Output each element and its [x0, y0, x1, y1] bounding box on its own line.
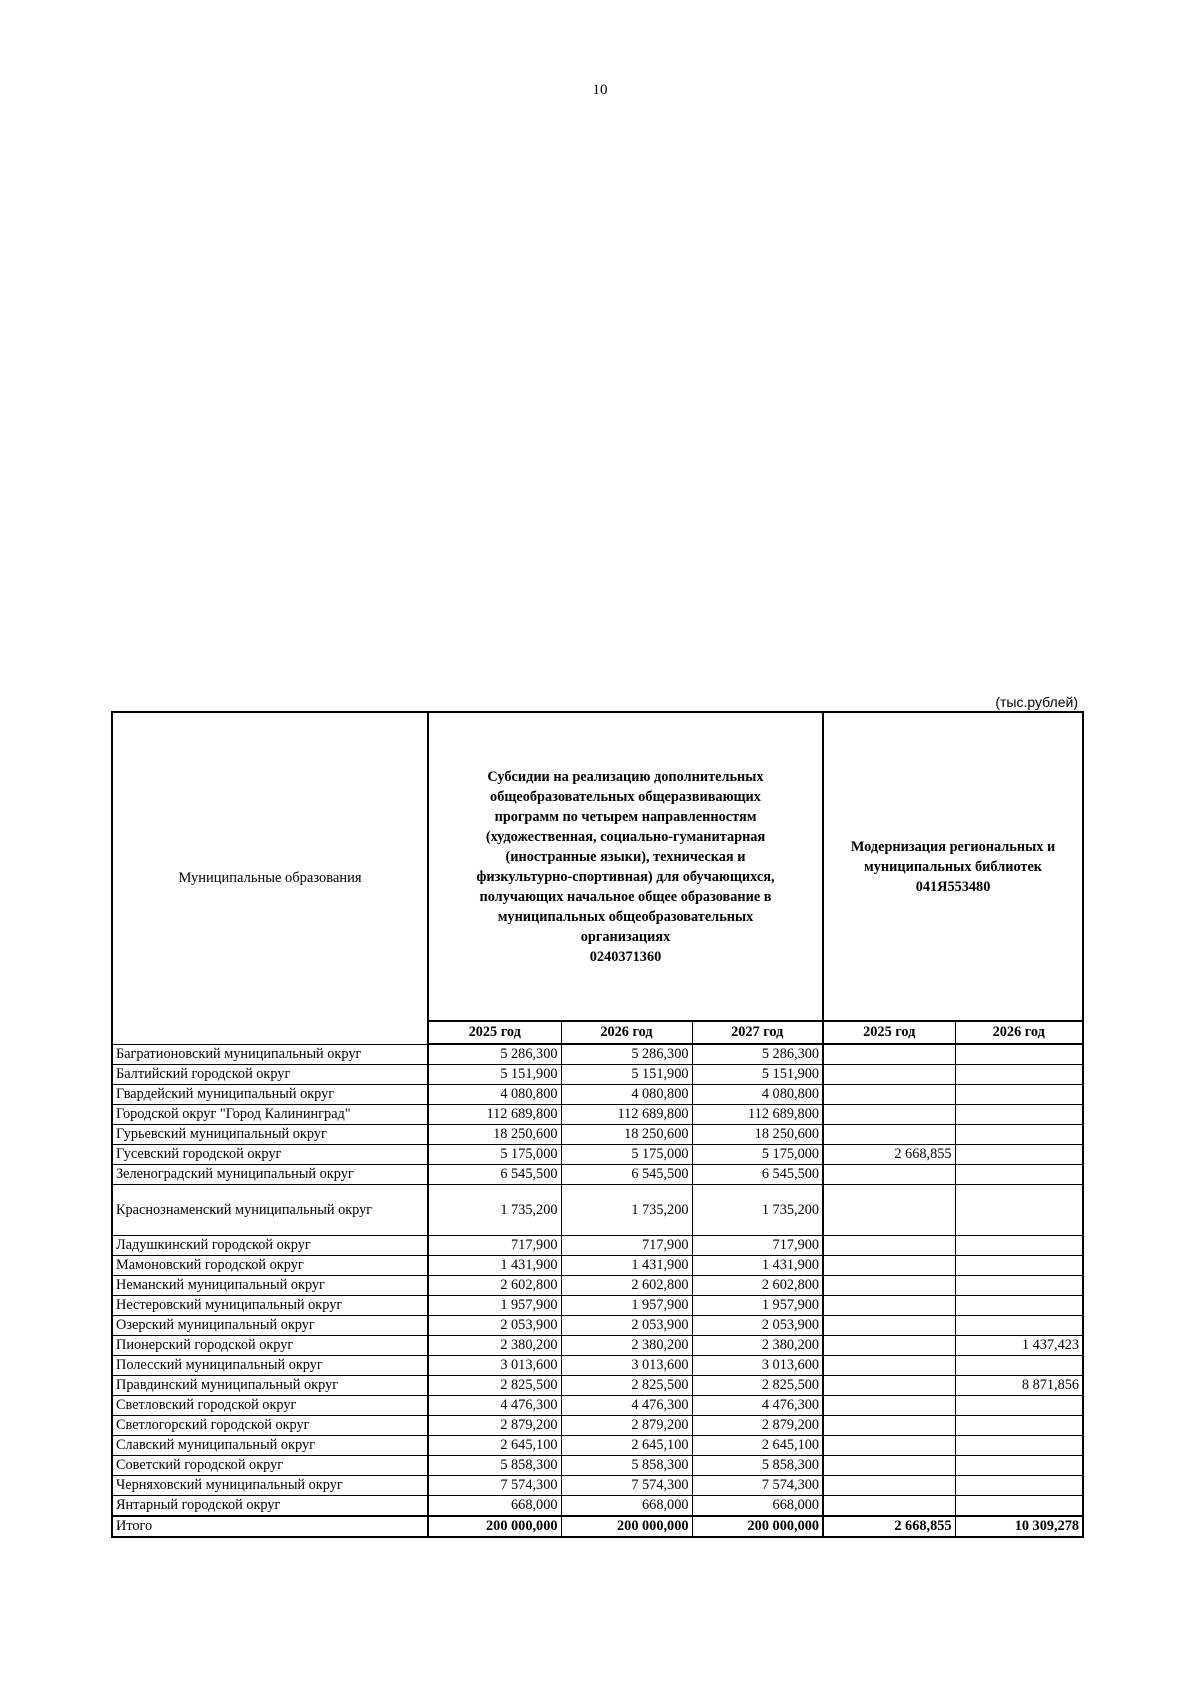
municipality-name: Багратионовский муниципальный округ	[112, 1044, 428, 1065]
table-row	[112, 1145, 1083, 1165]
value-cell	[823, 1396, 955, 1416]
value-cell	[823, 1044, 955, 1065]
value-cell: 1 735,200	[561, 1185, 692, 1236]
libraries-header-line: Модернизация региональных и	[850, 838, 1056, 855]
value-cell: 5 286,300	[692, 1044, 823, 1065]
table-body	[112, 1044, 1083, 1537]
value-cell: 2 879,200	[692, 1416, 823, 1436]
page-number: 10	[592, 82, 608, 98]
value-cell	[955, 1496, 1083, 1517]
year-header: 2025 год	[823, 1021, 955, 1044]
value-cell: 112 689,800	[428, 1105, 561, 1125]
total-row	[112, 1516, 1083, 1537]
value-cell	[955, 1436, 1083, 1456]
value-cell: 2 053,900	[428, 1316, 561, 1336]
value-cell	[823, 1336, 955, 1356]
municipality-column-header: Муниципальные образования	[112, 712, 428, 1044]
table-row	[112, 1105, 1083, 1125]
value-cell	[823, 1456, 955, 1476]
value-cell: 1 957,900	[561, 1296, 692, 1316]
municipality-name: Мамоновский городской округ	[112, 1256, 428, 1276]
value-cell	[823, 1276, 955, 1296]
value-cell	[955, 1476, 1083, 1496]
value-cell: 112 689,800	[692, 1105, 823, 1125]
value-cell	[823, 1376, 955, 1396]
value-cell	[955, 1145, 1083, 1165]
subsidy-header-line: физкультурно-спортивная) для обучающихся,	[476, 868, 775, 885]
value-cell: 2 645,100	[428, 1436, 561, 1456]
table-row	[112, 1185, 1083, 1236]
value-cell: 2 645,100	[561, 1436, 692, 1456]
value-cell	[955, 1296, 1083, 1316]
value-cell	[955, 1276, 1083, 1296]
municipality-name: Балтийский городской округ	[112, 1065, 428, 1085]
value-cell	[823, 1476, 955, 1496]
value-cell: 3 013,600	[428, 1356, 561, 1376]
value-cell: 1 437,423	[955, 1336, 1083, 1356]
value-cell: 4 080,800	[561, 1085, 692, 1105]
libraries-column-header	[823, 712, 1083, 1021]
municipality-name: Полесский муниципальный округ	[112, 1356, 428, 1376]
subsidy-header-code: 0240371360	[589, 948, 662, 965]
municipality-name: Черняховский муниципальный округ	[112, 1476, 428, 1496]
value-cell: 4 080,800	[692, 1085, 823, 1105]
value-cell: 668,000	[561, 1496, 692, 1517]
libraries-header-line: муниципальных библиотек	[863, 858, 1043, 875]
year-header: 2026 год	[561, 1021, 692, 1044]
value-cell: 18 250,600	[561, 1125, 692, 1145]
table-row	[112, 1336, 1083, 1356]
value-cell: 717,900	[692, 1236, 823, 1256]
table-row	[112, 1296, 1083, 1316]
value-cell: 1 957,900	[428, 1296, 561, 1316]
value-cell	[823, 1125, 955, 1145]
value-cell: 5 858,300	[561, 1456, 692, 1476]
municipality-name: Светловский городской округ	[112, 1396, 428, 1416]
value-cell	[823, 1256, 955, 1276]
value-cell: 5 286,300	[428, 1044, 561, 1065]
subsidy-header-line: организациях	[580, 928, 671, 945]
table-row	[112, 1276, 1083, 1296]
total-value-cell: 200 000,000	[561, 1516, 692, 1537]
value-cell: 3 013,600	[561, 1356, 692, 1376]
value-cell: 2 380,200	[428, 1336, 561, 1356]
table-row	[112, 1496, 1083, 1517]
value-cell: 1 735,200	[428, 1185, 561, 1236]
value-cell: 5 175,000	[561, 1145, 692, 1165]
value-cell	[823, 1185, 955, 1236]
value-cell: 2 668,855	[823, 1145, 955, 1165]
table-row	[112, 1125, 1083, 1145]
table-row	[112, 1165, 1083, 1185]
table-row	[112, 1256, 1083, 1276]
value-cell: 6 545,500	[692, 1165, 823, 1185]
value-cell: 668,000	[428, 1496, 561, 1517]
value-cell: 5 151,900	[561, 1065, 692, 1085]
value-cell: 2 053,900	[692, 1316, 823, 1336]
value-cell: 5 858,300	[692, 1456, 823, 1476]
year-header: 2026 год	[955, 1021, 1083, 1044]
subsidy-header-line: (художественная, социально-гуманитарная	[485, 828, 766, 845]
value-cell	[955, 1316, 1083, 1336]
value-cell: 5 151,900	[428, 1065, 561, 1085]
table-row	[112, 1396, 1083, 1416]
total-value-cell: 200 000,000	[692, 1516, 823, 1537]
value-cell: 7 574,300	[561, 1476, 692, 1496]
total-value-cell: 10 309,278	[955, 1516, 1083, 1537]
municipality-name: Правдинский муниципальный округ	[112, 1376, 428, 1396]
table-row	[112, 1436, 1083, 1456]
value-cell: 1 431,900	[692, 1256, 823, 1276]
value-cell: 18 250,600	[428, 1125, 561, 1145]
value-cell	[955, 1125, 1083, 1145]
municipality-name: Гусевский городской округ	[112, 1145, 428, 1165]
value-cell: 4 476,300	[692, 1396, 823, 1416]
value-cell	[955, 1085, 1083, 1105]
value-cell	[955, 1456, 1083, 1476]
value-cell: 1 735,200	[692, 1185, 823, 1236]
table-row	[112, 1456, 1083, 1476]
value-cell: 7 574,300	[692, 1476, 823, 1496]
value-cell	[823, 1316, 955, 1336]
municipality-name: Ладушкинский городской округ	[112, 1236, 428, 1256]
table-row	[112, 1236, 1083, 1256]
municipality-name: Неманский муниципальный округ	[112, 1276, 428, 1296]
value-cell: 2 602,800	[428, 1276, 561, 1296]
municipality-name: Нестеровский муниципальный округ	[112, 1296, 428, 1316]
table-row	[112, 1476, 1083, 1496]
units-label: (тыс.рублей)	[995, 694, 1078, 710]
value-cell: 2 380,200	[692, 1336, 823, 1356]
value-cell	[955, 1044, 1083, 1065]
subsidy-header-line: общеобразовательных общеразвивающих	[490, 788, 761, 805]
value-cell	[955, 1236, 1083, 1256]
municipality-name: Янтарный городской округ	[112, 1496, 428, 1517]
budget-table	[111, 711, 1084, 1538]
value-cell	[955, 1416, 1083, 1436]
subsidy-column-header	[428, 712, 823, 1021]
total-value-cell: 2 668,855	[823, 1516, 955, 1537]
value-cell: 6 545,500	[428, 1165, 561, 1185]
value-cell: 2 825,500	[561, 1376, 692, 1396]
municipality-name: Светлогорский городской округ	[112, 1416, 428, 1436]
value-cell	[823, 1165, 955, 1185]
municipality-name: Зеленоградский муниципальный округ	[112, 1165, 428, 1185]
value-cell	[955, 1105, 1083, 1125]
value-cell	[823, 1296, 955, 1316]
value-cell: 6 545,500	[561, 1165, 692, 1185]
municipality-name: Гурьевский муниципальный округ	[112, 1125, 428, 1145]
value-cell: 4 476,300	[428, 1396, 561, 1416]
municipality-name: Гвардейский муниципальный округ	[112, 1085, 428, 1105]
year-header: 2027 год	[692, 1021, 823, 1044]
value-cell: 2 825,500	[692, 1376, 823, 1396]
value-cell: 112 689,800	[561, 1105, 692, 1125]
value-cell: 717,900	[428, 1236, 561, 1256]
value-cell: 2 645,100	[692, 1436, 823, 1456]
value-cell: 1 431,900	[428, 1256, 561, 1276]
value-cell: 2 879,200	[428, 1416, 561, 1436]
value-cell: 2 879,200	[561, 1416, 692, 1436]
value-cell: 2 825,500	[428, 1376, 561, 1396]
value-cell	[823, 1436, 955, 1456]
value-cell	[955, 1065, 1083, 1085]
value-cell: 18 250,600	[692, 1125, 823, 1145]
value-cell: 5 286,300	[561, 1044, 692, 1065]
value-cell: 8 871,856	[955, 1376, 1083, 1396]
value-cell: 7 574,300	[428, 1476, 561, 1496]
value-cell: 5 175,000	[428, 1145, 561, 1165]
value-cell: 2 602,800	[692, 1276, 823, 1296]
table-row	[112, 1085, 1083, 1105]
municipality-name: Славский муниципальный округ	[112, 1436, 428, 1456]
table-row	[112, 1356, 1083, 1376]
subsidy-header-line: (иностранные языки), техническая и	[505, 848, 746, 865]
value-cell	[955, 1165, 1083, 1185]
municipality-name: Пионерский городской округ	[112, 1336, 428, 1356]
value-cell	[955, 1185, 1083, 1236]
value-cell	[955, 1356, 1083, 1376]
value-cell: 2 380,200	[561, 1336, 692, 1356]
table-row	[112, 1044, 1083, 1065]
value-cell: 5 858,300	[428, 1456, 561, 1476]
value-cell: 5 151,900	[692, 1065, 823, 1085]
value-cell	[823, 1496, 955, 1517]
table-row	[112, 1376, 1083, 1396]
value-cell	[823, 1356, 955, 1376]
value-cell: 5 175,000	[692, 1145, 823, 1165]
value-cell: 668,000	[692, 1496, 823, 1517]
municipality-name: Озерский муниципальный округ	[112, 1316, 428, 1336]
subsidy-header-line: муниципальных общеобразовательных	[497, 908, 754, 925]
table-row	[112, 1316, 1083, 1336]
value-cell: 1 431,900	[561, 1256, 692, 1276]
value-cell: 1 957,900	[692, 1296, 823, 1316]
value-cell	[955, 1396, 1083, 1416]
value-cell	[823, 1236, 955, 1256]
value-cell: 2 602,800	[561, 1276, 692, 1296]
subsidy-header-line: программ по четырем направленностям	[494, 808, 757, 825]
value-cell	[823, 1416, 955, 1436]
municipality-name: Советский городской округ	[112, 1456, 428, 1476]
value-cell	[823, 1065, 955, 1085]
value-cell: 4 080,800	[428, 1085, 561, 1105]
libraries-header-code: 041Я553480	[915, 878, 991, 895]
subsidy-header-line: Субсидии на реализацию дополнительных	[487, 768, 764, 785]
table-row	[112, 1416, 1083, 1436]
value-cell: 3 013,600	[692, 1356, 823, 1376]
value-cell	[823, 1085, 955, 1105]
municipality-name: Краснознаменский муниципальный округ	[112, 1185, 428, 1236]
total-label: Итого	[112, 1516, 428, 1537]
value-cell: 717,900	[561, 1236, 692, 1256]
total-value-cell: 200 000,000	[428, 1516, 561, 1537]
municipality-name: Городской округ "Город Калининград"	[112, 1105, 428, 1125]
value-cell	[823, 1105, 955, 1125]
value-cell: 4 476,300	[561, 1396, 692, 1416]
value-cell	[955, 1256, 1083, 1276]
subsidy-header-line: получающих начальное общее образование в	[479, 888, 772, 905]
year-header: 2025 год	[428, 1021, 561, 1044]
table-row	[112, 1065, 1083, 1085]
value-cell: 2 053,900	[561, 1316, 692, 1336]
